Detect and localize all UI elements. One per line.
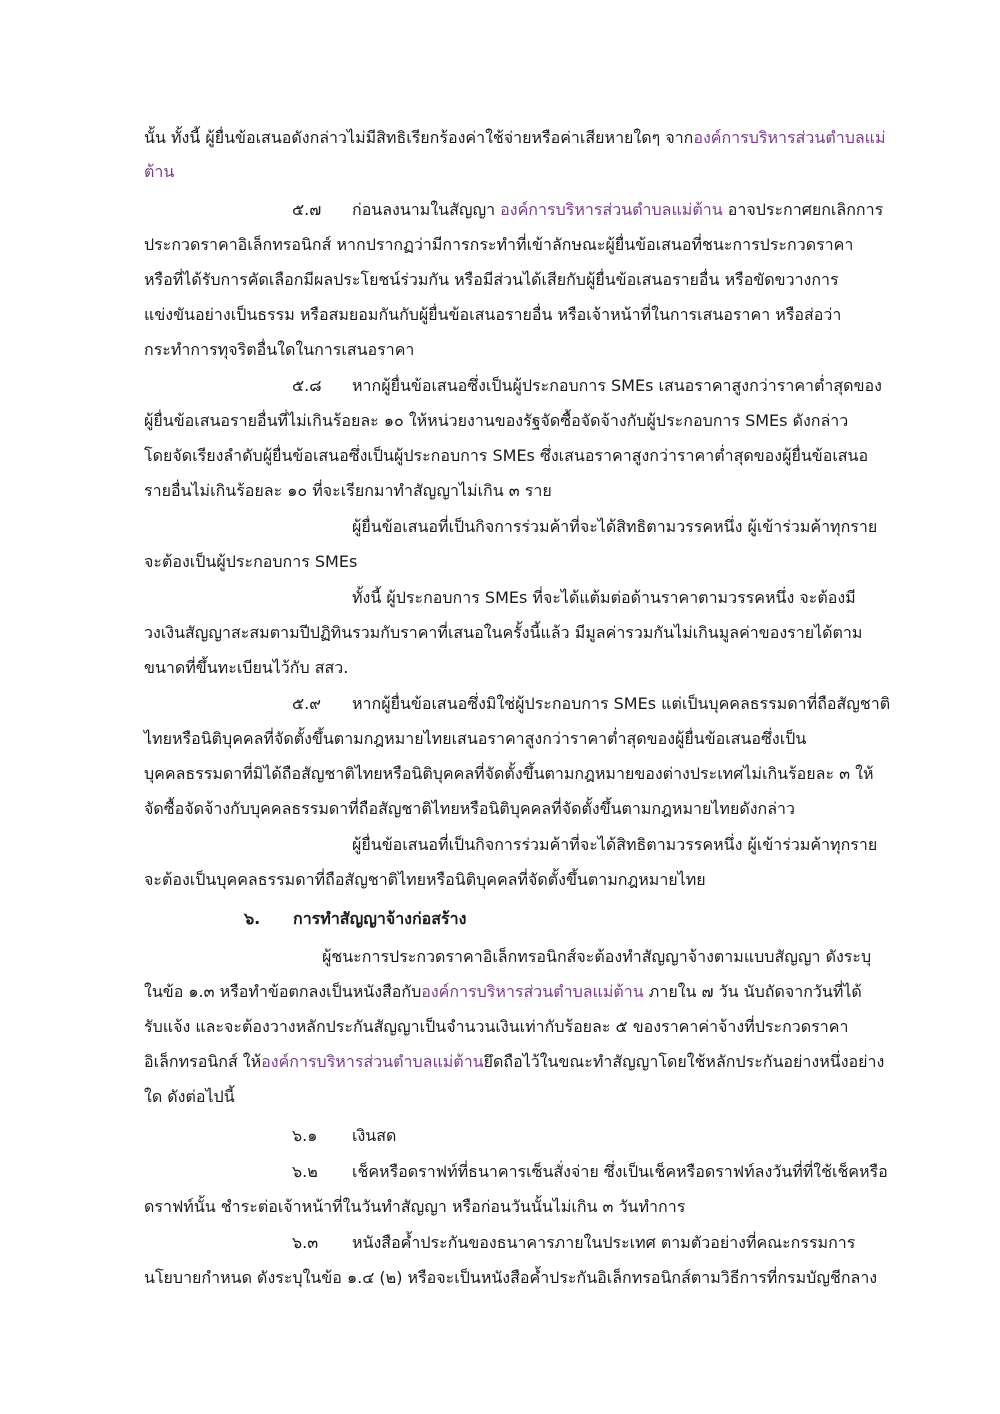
org-name-highlight: องค์การบริหารส่วนตำบลแม่ต้าน <box>421 982 644 1001</box>
text-run: ยึดถือไว้ในขณะทำสัญญาโดยใช้หลักประกันอย่างหนึ่งอย่าง <box>483 1052 885 1071</box>
text-line: บุคคลธรรมดาที่มิได้ถือสัญชาติไทยหรือนิติบุคคลที่จัดตั้งขึ้นตามกฎหมายของต่างประเทศไม่เกินร้อยละ ๓ ให้ <box>144 764 874 783</box>
text-line: ผู้ชนะการประกวดราคาอิเล็กทรอนิกส์จะต้องทำสัญญาจ้างตามแบบสัญญา ดังระบุ <box>322 947 872 966</box>
text-line <box>144 124 886 152</box>
text-line: โดยจัดเรียงลำดับผู้ยื่นข้อเสนอซึ่งเป็นผู้ประกอบการ SMEs ซึ่งเสนอราคาสูงกว่าราคาต่ำสุดของผู้ยื่นข้อเสนอ <box>144 446 869 465</box>
text-line: ดราฟท์นั้น ชำระต่อเจ้าหน้าที่ในวันทำสัญญา หรือก่อนวันนั้นไม่เกิน ๓ วันทำการ <box>144 1197 686 1216</box>
text-line: ขนาดที่ขึ้นทะเบียนไว้กับ สสว. <box>144 658 349 677</box>
text-line: หากผู้ยื่นข้อเสนอซึ่งเป็นผู้ประกอบการ SMEs เสนอราคาสูงกว่าราคาต่ำสุดของ <box>352 376 882 395</box>
text-line: ประกวดราคาอิเล็กทรอนิกส์ หากปรากฏว่ามีการกระทำที่เข้าลักษณะผู้ยื่นข้อเสนอที่ชนะการประกวดราคา <box>144 235 854 254</box>
text-run: ก่อนลงนามในสัญญา <box>352 200 501 219</box>
text-line: วงเงินสัญญาสะสมตามปีปฏิทินรวมกับราคาที่เสนอในครั้งนี้แล้ว มีมูลค่ารวมกันไม่เกินมูลค่าของรายได้ตาม <box>144 623 863 642</box>
text-line: นโยบายกำหนด ดังระบุในข้อ ๑.๔ (๒) หรือจะเป็นหนังสือค้ำประกันอิเล็กทรอนิกส์ตามวิธีการที่กรมบัญชีกลาง <box>144 1268 878 1287</box>
text-line: ผู้ยื่นข้อเสนอรายอื่นที่ไม่เกินร้อยละ ๑๐ ให้หน่วยงานของรัฐจัดซื้อจัดจ้างกับผู้ประกอบการ SMEs ดังกล่าว <box>144 411 849 430</box>
text-run: นั้น ทั้งนี้ ผู้ยื่นข้อเสนอดังกล่าวไม่มีสิทธิเรียกร้องค่าใช้จ่ายหรือค่าเสียหายใดๆ จาก <box>144 128 694 147</box>
text-line <box>144 1048 884 1076</box>
text-line: ผู้ยื่นข้อเสนอที่เป็นกิจการร่วมค้าที่จะได้สิทธิตามวรรคหนึ่ง ผู้เข้าร่วมค้าทุกราย <box>352 517 878 536</box>
text-line: แข่งขันอย่างเป็นธรรม หรือสมยอมกันกับผู้ยื่นข้อเสนอรายอื่น หรือเจ้าหน้าที่ในการเสนอราคา หรือส่อว่า <box>144 305 842 324</box>
text-run: อิเล็กทรอนิกส์ ให้ <box>144 1052 262 1071</box>
org-name-highlight: ต้าน <box>144 162 175 181</box>
clause-number: ๖.๒ <box>292 1162 318 1181</box>
text-line <box>144 158 174 186</box>
org-name-highlight: องค์การบริหารส่วนตำบลแม่ต้าน <box>261 1052 484 1071</box>
clause-number: ๕.๘ <box>292 376 322 395</box>
text-line: หากผู้ยื่นข้อเสนอซึ่งมิใช่ผู้ประกอบการ SMEs แต่เป็นบุคคลธรรมดาที่ถือสัญชาติ <box>352 694 891 713</box>
text-line: ไทยหรือนิติบุคคลที่จัดตั้งขึ้นตามกฎหมายไทยเสนอราคาสูงกว่าราคาต่ำสุดของผู้ยื่นข้อเสนอซึ่งเป็น <box>144 729 807 748</box>
text-line: จะต้องเป็นผู้ประกอบการ SMEs <box>144 552 358 571</box>
clause-number: ๕.๗ <box>292 200 322 219</box>
text-line <box>352 196 883 224</box>
org-name-highlight: องค์การบริหารส่วนตำบลแม่ <box>693 128 886 147</box>
text-line: รับแจ้ง และจะต้องวางหลักประกันสัญญาเป็นจำนวนเงินเท่ากับร้อยละ ๕ ของราคาค่าจ้างที่ประกวดราคา <box>144 1017 849 1036</box>
text-line: เงินสด <box>352 1126 397 1145</box>
text-run: ในข้อ ๑.๓ หรือทำข้อตกลงเป็นหนังสือกับ <box>144 982 422 1001</box>
text-line <box>144 978 862 1006</box>
text-line: กระทำการทุจริตอื่นใดในการเสนอราคา <box>144 340 415 359</box>
text-line: จัดซื้อจัดจ้างกับบุคคลธรรมดาที่ถือสัญชาติไทยหรือนิติบุคคลที่จัดตั้งขึ้นตามกฎหมายไทยดังกล่าว <box>144 799 795 818</box>
text-run: ภายใน ๗ วัน นับถัดจากวันที่ได้ <box>643 982 862 1001</box>
clause-number: ๕.๙ <box>292 694 321 713</box>
text-line: จะต้องเป็นบุคคลธรรมดาที่ถือสัญชาติไทยหรือนิติบุคคลที่จัดตั้งขึ้นตามกฎหมายไทย <box>144 870 706 889</box>
org-name-highlight: องค์การบริหารส่วนตำบลแม่ต้าน <box>500 200 723 219</box>
text-line: ผู้ยื่นข้อเสนอที่เป็นกิจการร่วมค้าที่จะได้สิทธิตามวรรคหนึ่ง ผู้เข้าร่วมค้าทุกราย <box>352 835 878 854</box>
section-number: ๖. <box>244 909 261 928</box>
text-line: เช็คหรือดราฟท์ที่ธนาคารเซ็นสั่งจ่าย ซึ่งเป็นเช็คหรือดราฟท์ลงวันที่ที่ใช้เช็คหรือ <box>352 1162 888 1181</box>
text-line: ใด ดังต่อไปนี้ <box>144 1087 235 1106</box>
clause-number: ๖.๑ <box>292 1126 318 1145</box>
section-title: การทำสัญญาจ้างก่อสร้าง <box>293 909 467 928</box>
text-run: อาจประกาศยกเลิกการ <box>722 200 884 219</box>
text-line: ทั้งนี้ ผู้ประกอบการ SMEs ที่จะได้แต้มต่อด้านราคาตามวรรคหนึ่ง จะต้องมี <box>352 588 856 607</box>
text-line: รายอื่นไม่เกินร้อยละ ๑๐ ที่จะเรียกมาทำสัญญาไม่เกิน ๓ ราย <box>144 481 552 500</box>
text-line: หรือที่ได้รับการคัดเลือกมีผลประโยชน์ร่วมกัน หรือมีส่วนได้เสียกับผู้ยื่นข้อเสนอรายอื่น หรือขัดขวางการ <box>144 270 839 289</box>
clause-number: ๖.๓ <box>292 1233 319 1252</box>
text-line: หนังสือค้ำประกันของธนาคารภายในประเทศ ตามตัวอย่างที่คณะกรรมการ <box>352 1233 856 1252</box>
